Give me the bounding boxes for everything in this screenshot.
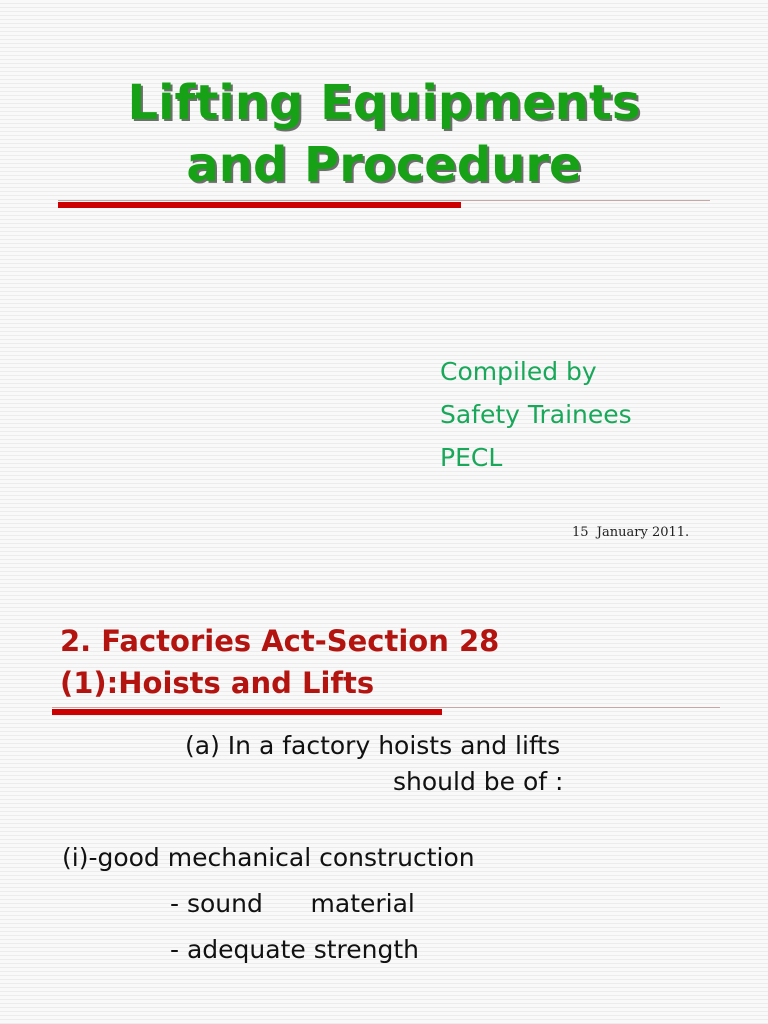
slide-2-heading xyxy=(60,620,499,704)
sub-item-adequate-strength: - adequate strength xyxy=(170,935,419,964)
title-divider-line xyxy=(58,200,710,201)
compiled-by-authors: Safety Trainees xyxy=(440,400,632,429)
slide-2-divider-line xyxy=(52,707,720,708)
list-item-good-construction: (i)-good mechanical construction xyxy=(62,843,475,872)
title-line-1: Lifting Equipments xyxy=(127,75,641,131)
slide-2-heading-line-1: 2. Factories Act-Section 28 xyxy=(60,624,500,658)
intro-text-line-2: should be of : xyxy=(393,767,564,796)
intro-text-line-1: (a) In a factory hoists and lifts xyxy=(185,731,561,760)
compiled-by-block xyxy=(440,350,632,479)
slide-title-heading xyxy=(0,72,768,196)
title-divider-bar xyxy=(58,202,461,208)
sub-item-sound-material: - sound material xyxy=(170,889,415,918)
slide-2-divider-bar xyxy=(52,709,442,715)
slide-2-heading-line-2: (1):Hoists and Lifts xyxy=(60,666,375,700)
title-line-2: and Procedure xyxy=(186,137,582,193)
slide-date: 15 January 2011. xyxy=(572,525,690,540)
compiled-by-label: Compiled by xyxy=(440,357,597,386)
slide-hoists-and-lifts xyxy=(0,590,768,1024)
compiled-by-organization: PECL xyxy=(440,443,503,472)
